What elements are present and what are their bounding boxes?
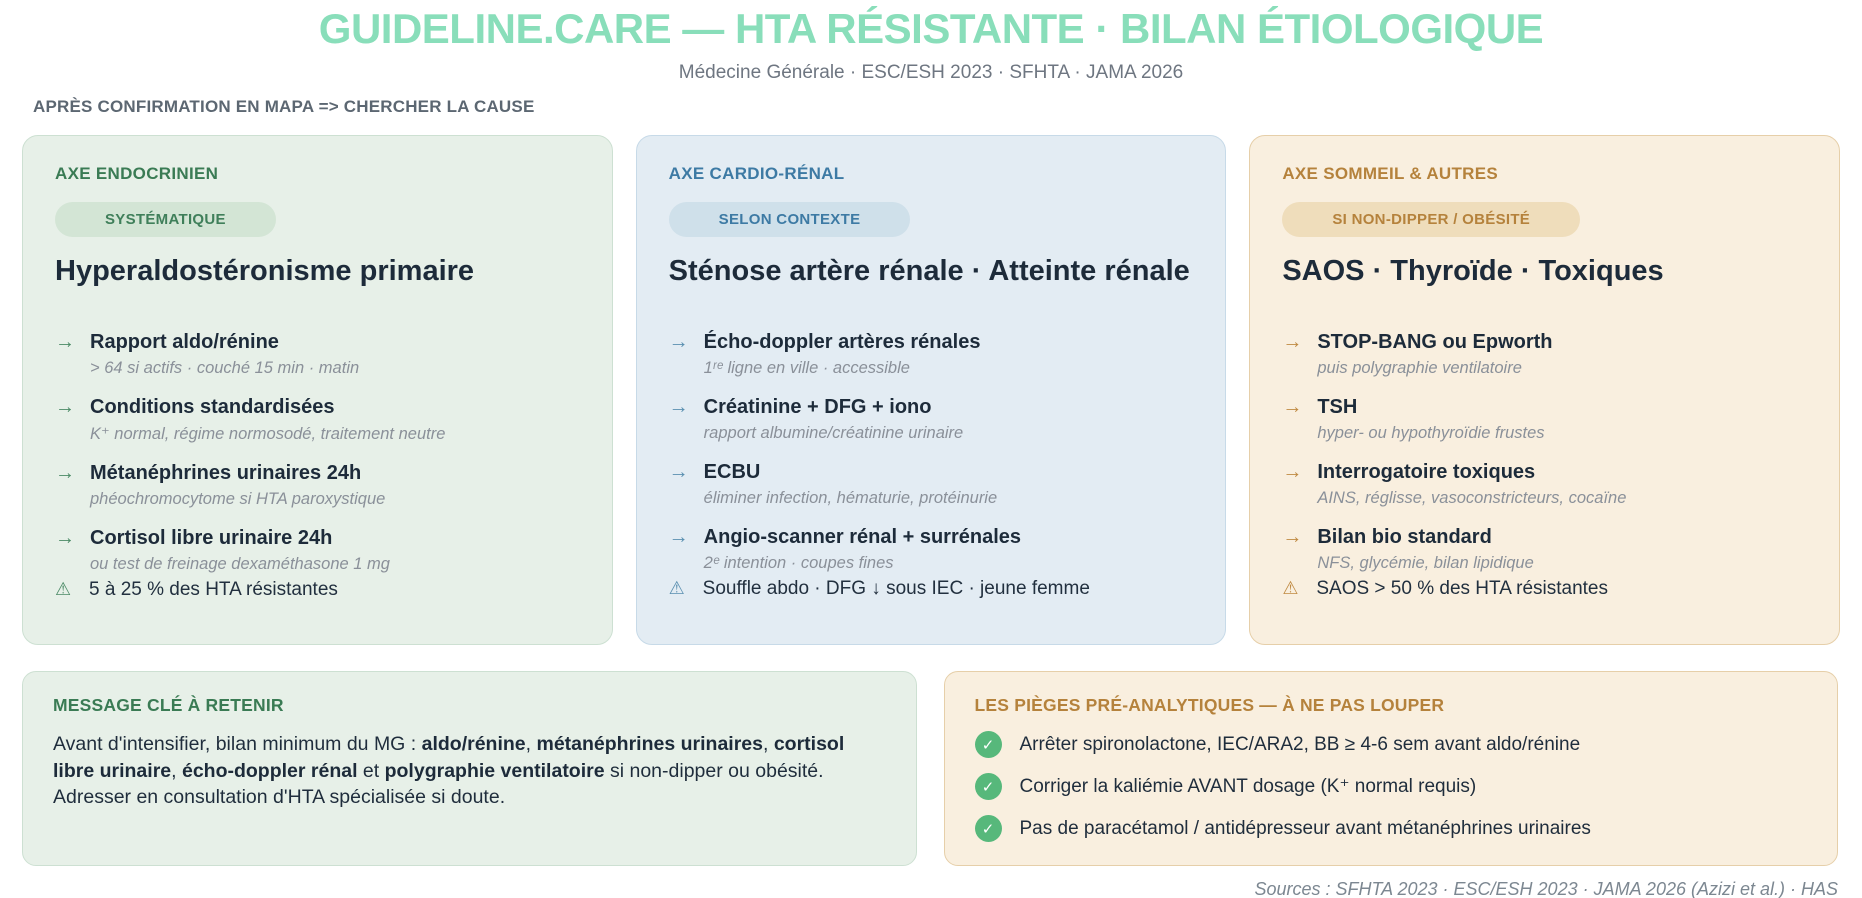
pitfalls-list (975, 731, 1808, 842)
pitfall-text: Corriger la kaliémie AVANT dosage (K⁺ normal requis) (1019, 776, 1477, 797)
item-label: Rapport aldo/rénine (90, 331, 279, 353)
warning-icon: ⚠ (668, 578, 685, 598)
key-message-panel (22, 671, 917, 866)
item-sub: puis polygraphie ventilatoire (1317, 359, 1522, 377)
sources-note: Sources : SFHTA 2023 · ESC/ESH 2023 · JAMA 2026 (Azizi et al.) · HAS (1254, 879, 1838, 898)
card-title: SAOS · Thyroïde · Toxiques (1282, 255, 1664, 287)
item-label: Bilan bio standard (1317, 526, 1492, 548)
exam-list (669, 330, 1194, 573)
list-item (55, 330, 580, 378)
item-sub: NFS, glycémie, bilan lipidique (1317, 554, 1534, 572)
card-header-label: AXE ENDOCRINIEN (55, 164, 219, 183)
arrow-icon: → (668, 526, 689, 548)
item-label: STOP-BANG ou Epworth (1317, 331, 1553, 353)
arrow-icon: → (55, 462, 75, 484)
card-header-label: AXE SOMMEIL & AUTRES (1282, 164, 1499, 183)
exam-list (55, 330, 580, 574)
item-sub: > 64 si actifs · couché 15 min · matin (90, 359, 360, 377)
item-sub: 2ᵉ intention · coupes fines (703, 554, 894, 572)
badge-si-non-dipper: SI NON-DIPPER / OBÉSITÉ (1282, 202, 1580, 237)
item-label: Créatinine + DFG + iono (703, 396, 932, 418)
panel-header: LES PIÈGES PRÉ-ANALYTIQUES — À NE PAS LOUPER (974, 695, 1445, 715)
arrow-icon: → (1282, 396, 1303, 418)
list-item (1282, 330, 1807, 378)
item-sub: phéochromocytome si HTA paroxystique (90, 490, 386, 508)
page-title: GUIDELINE.CARE — HTA RÉSISTANTE · BILAN ÉTIOLOGIQUE (318, 5, 1544, 52)
check-icon: ✓ (975, 773, 1002, 800)
card-axe-sommeil-autres (1249, 135, 1840, 645)
card-axe-endocrinien (22, 135, 613, 645)
arrow-icon: → (668, 396, 689, 418)
item-sub: éliminer infection, hématurie, protéinurie (703, 489, 998, 507)
item-sub: hyper- ou hypothyroïdie frustes (1317, 424, 1545, 442)
list-item (669, 330, 1194, 378)
list-item (669, 525, 1194, 573)
item-label: ECBU (703, 461, 761, 483)
warning-note (1282, 578, 1807, 600)
warning-icon: ⚠ (55, 579, 72, 599)
list-item (669, 395, 1194, 443)
check-icon: ✓ (975, 731, 1002, 758)
item-label: Écho-doppler artères rénales (703, 331, 981, 353)
arrow-icon: → (668, 461, 689, 483)
arrow-icon: → (55, 331, 75, 353)
key-message-text: Avant d'intensifier, bilan minimum du MG : aldo/rénine, métanéphrines urinaires, cortisol libre urinaire, écho-doppler rénal et polygraphie ventilatoire si non-dipper ou obésité. Adresser en consultation d'HTA spécialisée si doute. (53, 733, 845, 809)
pitfalls-panel (944, 671, 1839, 866)
warning-note (669, 578, 1194, 600)
arrow-icon: → (55, 396, 75, 418)
warning-note (55, 579, 580, 601)
panel-header: MESSAGE CLÉ À RETENIR (53, 695, 284, 715)
list-item (1282, 460, 1807, 508)
warning-text: SAOS > 50 % des HTA résistantes (1316, 578, 1608, 599)
list-item (55, 526, 580, 574)
item-label: TSH (1317, 396, 1358, 418)
item-sub: rapport albumine/créatinine urinaire (703, 424, 964, 442)
arrow-icon: → (668, 331, 689, 353)
kicker-instruction: APRÈS CONFIRMATION EN MAPA => CHERCHER LA CAUSE (33, 97, 535, 116)
list-item (1282, 395, 1807, 443)
item-sub: AINS, réglisse, vasoconstricteurs, cocaïne (1317, 489, 1627, 507)
list-item (1282, 525, 1807, 573)
card-header-label: AXE CARDIO-RÉNAL (668, 164, 845, 183)
pitfall-text: Arrêter spironolactone, IEC/ARA2, BB ≥ 4-6 sem avant aldo/rénine (1019, 733, 1581, 755)
warning-text: Souffle abdo · DFG ↓ sous IEC · jeune femme (702, 578, 1090, 599)
list-item (975, 731, 1808, 758)
arrow-icon: → (1282, 331, 1303, 353)
check-icon: ✓ (975, 815, 1002, 842)
list-item (55, 461, 580, 509)
item-sub: K⁺ normal, régime normosodé, traitement neutre (90, 425, 446, 443)
item-label: Conditions standardisées (90, 396, 335, 418)
list-item (975, 815, 1808, 842)
card-title: Sténose artère rénale · Atteinte rénale (668, 255, 1190, 287)
item-sub: ou test de freinage dexaméthasone 1 mg (90, 555, 390, 573)
exam-list (1282, 330, 1807, 573)
list-item (55, 395, 580, 444)
card-title: Hyperaldostéronisme primaire (55, 255, 475, 287)
card-axe-cardio-renal (636, 135, 1227, 645)
page-subtitle: Médecine Générale · ESC/ESH 2023 · SFHTA · JAMA 2026 (678, 62, 1184, 83)
item-label: Métanéphrines urinaires 24h (90, 462, 362, 484)
pitfall-text: Pas de paracétamol / antidépresseur avant métanéphrines urinaires (1019, 817, 1591, 839)
badge-systematique: SYSTÉMATIQUE (55, 202, 276, 237)
warning-icon: ⚠ (1282, 578, 1299, 598)
item-sub: 1ʳᵉ ligne en ville · accessible (703, 359, 910, 377)
arrow-icon: → (55, 527, 75, 549)
item-label: Cortisol libre urinaire 24h (90, 527, 333, 549)
item-label: Interrogatoire toxiques (1317, 461, 1536, 483)
list-item (975, 773, 1808, 800)
item-label: Angio-scanner rénal + surrénales (703, 526, 1022, 548)
bottom-panels-row (22, 671, 1838, 866)
warning-text: 5 à 25 % des HTA résistantes (89, 579, 338, 600)
arrow-icon: → (1282, 526, 1303, 548)
list-item (669, 460, 1194, 508)
arrow-icon: → (1282, 461, 1303, 483)
axes-cards-row (22, 135, 1840, 645)
badge-selon-contexte: SELON CONTEXTE (669, 202, 911, 237)
